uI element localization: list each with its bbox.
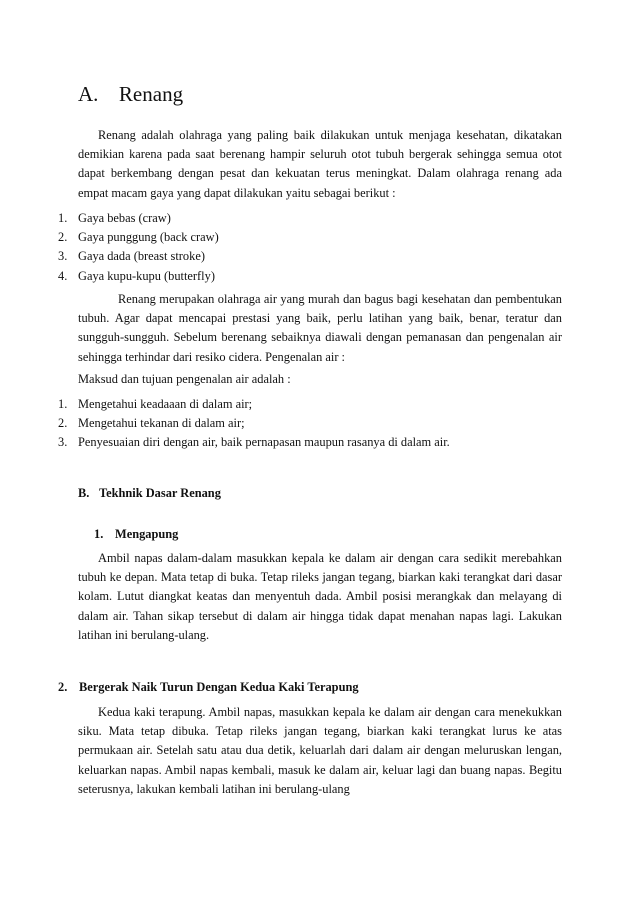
subsection-1-number: 1. <box>94 527 104 541</box>
list-number: 4. <box>58 268 68 283</box>
list-item <box>58 228 219 247</box>
subsection-2-text: Kedua kaki terapung. Ambil napas, masukkan kepala ke dalam air dengan cara menekukkan siku. Mata tetap dibuka. Tetap rileks jangan tegang, biarkan kaki terangkat lurus ke atas permukaan air. Setelah satu atau dua detik, keluarlah dari dalam air dengan meluruskan lengan, keluarkan napas. Ambil napas kembali, masuk ke dalam air, keluar lagi dan buang napas. Begitu seterusnya, lakukan kembali latihan ini berulang-ulang <box>78 705 562 796</box>
list-number: 3. <box>58 249 68 264</box>
section-a-heading <box>78 82 183 107</box>
subsection-2-title: Bergerak Naik Turun Dengan Kedua Kaki Terapung <box>79 680 359 694</box>
section-b-heading <box>78 484 221 503</box>
list-text: Gaya bebas (craw) <box>78 211 171 225</box>
list-number: 1. <box>58 211 68 225</box>
swim-styles-list <box>58 209 219 286</box>
list-item <box>58 247 219 266</box>
subsection-1-heading <box>94 525 178 544</box>
goals-list <box>58 395 450 453</box>
list-text: Gaya punggung (back craw) <box>78 230 219 245</box>
section-a-title: Renang <box>118 82 184 106</box>
list-item <box>58 267 219 286</box>
list-item <box>58 433 450 452</box>
subsection-2-heading <box>58 678 359 697</box>
list-item <box>58 414 450 433</box>
list-number: 2. <box>58 230 68 245</box>
list-text: Mengetahui tekanan di dalam air; <box>78 416 245 431</box>
list-text: Gaya kupu-kupu (butterfly) <box>78 268 215 283</box>
renang-paragraph: Renang merupakan olahraga air yang murah dan bagus bagi kesehatan dan pembentukan tubuh. Agar dapat mencapai prestasi yang baik, perlu latihan yang baik, benar, teratur dan sungguh-sungguh. Sebelum berenang sebaiknya diawali dengan pemanasan dan pengenalan air sehingga terhindar dari resiko cidera. Pengenalan air : <box>78 292 562 364</box>
list-text: Gaya dada (breast stroke) <box>78 249 205 264</box>
section-b-letter: B. <box>78 486 90 500</box>
section-a-letter: A. <box>78 82 99 106</box>
subsection-2-number: 2. <box>58 680 68 694</box>
list-number: 1. <box>58 397 68 411</box>
section-b-title: Tekhnik Dasar Renang <box>99 486 221 500</box>
subsection-1-text: Ambil napas dalam-dalam masukkan kepala ke dalam air dengan cara sedikit merebahkan tubuh ke depan. Mata tetap di buka. Tetap rileks jangan tegang, biarkan kaki terangkat dari dasar kolam. Lutut diangkat keatas dan menyentuh dada. Ambil posisi merangkak dan melayang di dalam air. Tahan sikap tersebut di dalam air hingga tidak dapat menahan napas lagi. Lakukan latihan ini berulang-ulang. <box>78 551 562 642</box>
subsection-1-title: Mengapung <box>115 527 179 541</box>
list-number: 2. <box>58 416 68 431</box>
goals-intro: Maksud dan tujuan pengenalan air adalah : <box>78 372 291 386</box>
intro-paragraph: Renang adalah olahraga yang paling baik dilakukan untuk menjaga kesehatan, dikatakan demikian karena pada saat berenang hampir seluruh otot tubuh bergerak sehingga semua otot dapat berkembang dengan pesat dan kekuatan terus meningkat. Dalam olahraga renang ada empat macam gaya yang dapat dilakukan yaitu sebagai berikut : <box>78 128 562 200</box>
list-number: 3. <box>58 435 68 450</box>
list-item <box>58 209 219 228</box>
list-item <box>58 395 450 414</box>
list-text: Mengetahui keadaaan di dalam air; <box>78 397 253 411</box>
list-text: Penyesuaian diri dengan air, baik pernapasan maupun rasanya di dalam air. <box>78 435 450 450</box>
